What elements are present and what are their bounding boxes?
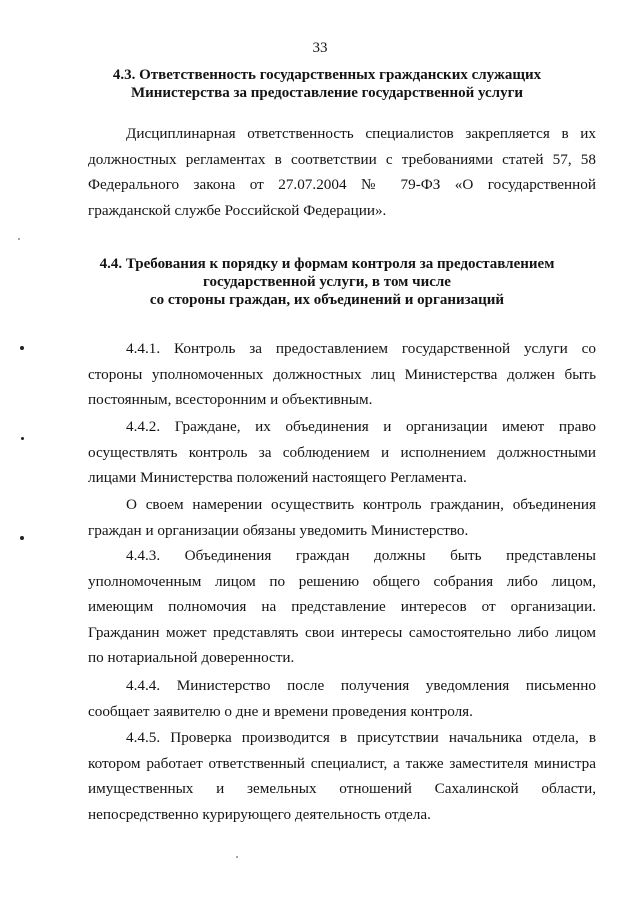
scan-speck [236, 856, 238, 858]
text-line: имеющим полномочия на представление интересов от организации. [88, 598, 596, 615]
heading-line: 4.3. Ответственность государственных гражданских служащих [112, 67, 542, 83]
text-line: гражданской службе Российской Федерации». [88, 201, 387, 219]
text-line: постоянным, всесторонним и объективным. [88, 391, 373, 408]
section-heading-4-3 [88, 66, 566, 102]
text-line: котором работает ответственный специалист, а также заместителя министра [88, 754, 596, 772]
paragraph-4-4-2 [88, 414, 596, 491]
paragraph-4-4-4 [88, 673, 596, 724]
section-heading-4-4 [88, 255, 566, 309]
text-line: Дисциплинарная ответственность специалистов закрепляется в их [126, 125, 596, 142]
text-line: 4.4.4. Министерство после получения уведомления письменно [126, 677, 596, 694]
heading-line: 4.4. Требования к порядку и формам контроля за предоставлением [99, 256, 555, 272]
page-number: 33 [312, 40, 328, 56]
text-line: стороны уполномоченных должностных лиц Министерства должен быть [88, 365, 596, 383]
text-line: лицами Министерства положений настоящего Регламента. [88, 469, 467, 486]
binding-hole-mark [20, 536, 24, 540]
heading-line: государственной услуги, в том числе [203, 274, 451, 290]
text-line: непосредственно курирующего деятельность отдела. [88, 805, 431, 823]
heading-line: со стороны граждан, их объединений и организаций [149, 292, 505, 308]
text-line: имущественных и земельных отношений Сахалинской области, [88, 780, 596, 797]
text-line: Федерального закона от 27.07.2004 № 79-ФЗ «О государственной [88, 176, 596, 193]
paragraph-4-4-3 [88, 543, 596, 671]
paragraph-4-4-1 [88, 336, 596, 413]
binding-hole-mark [21, 437, 24, 440]
text-line: О своем намерении осуществить контроль гражданин, объединения [126, 496, 596, 513]
paragraph-4-3 [88, 121, 596, 223]
text-line: 4.4.1. Контроль за предоставлением государственной услуги со [126, 340, 596, 357]
text-line: по нотариальной доверенности. [88, 649, 295, 666]
text-line: Гражданин может представлять свои интересы самостоятельно либо лицом [88, 623, 596, 641]
heading-line: Министерства за предоставление государственной услуги [130, 85, 524, 101]
scan-speck [18, 238, 20, 240]
text-line: осуществлять контроль за соблюдением и исполнением должностными [88, 443, 596, 461]
text-line: 4.4.5. Проверка производится в присутствии начальника отдела, в [126, 729, 596, 746]
text-line: уполномоченным лицом по решению общего собрания либо лицом, [88, 572, 596, 590]
binding-hole-mark [20, 346, 24, 350]
paragraph-4-4-5 [88, 725, 596, 827]
paragraph-intent [88, 492, 596, 543]
text-line: должностных регламентах в соответствии с требованиями статей 57, 58 [88, 150, 596, 168]
text-line: 4.4.3. Объединения граждан должны быть представлены [126, 547, 596, 564]
text-line: граждан и организации обязаны уведомить Министерство. [88, 521, 469, 539]
text-line: сообщает заявителю о дне и времени проведения контроля. [88, 702, 473, 720]
text-line: 4.4.2. Граждане, их объединения и организации имеют право [126, 418, 596, 435]
